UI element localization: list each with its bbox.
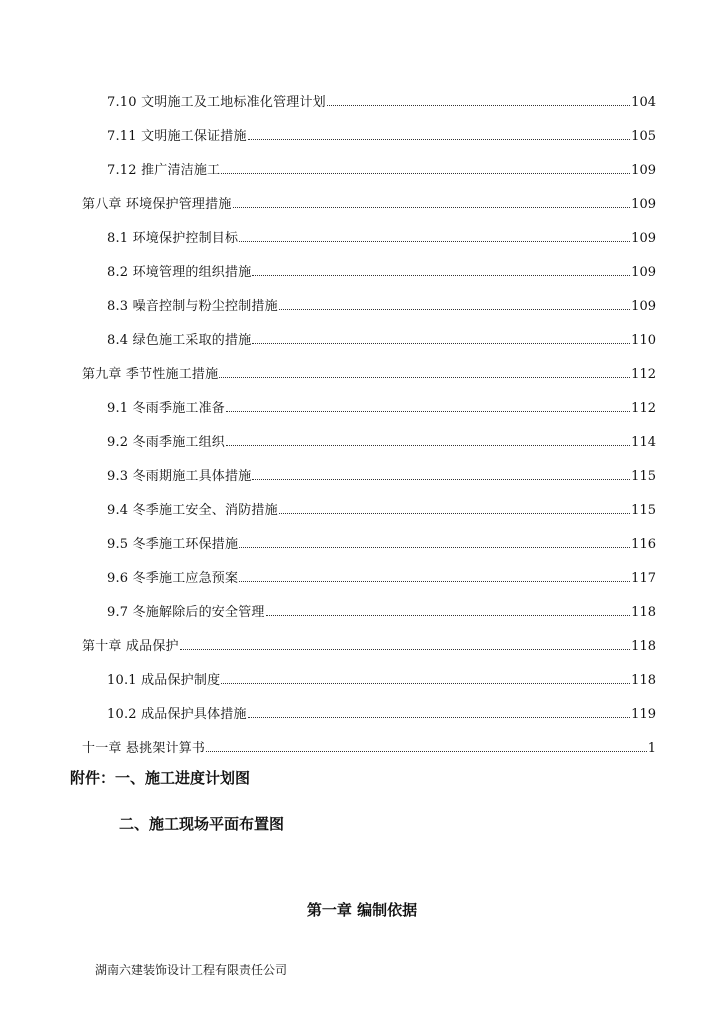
toc-entry-10-2[interactable] <box>107 707 656 723</box>
toc-leader-dots <box>221 172 630 174</box>
toc-entry-page: 109 <box>631 299 656 314</box>
toc-entry-page: 118 <box>631 639 656 654</box>
toc-entry-label: 9.4 冬季施工安全、消防措施 <box>107 503 278 518</box>
toc-entry-9-6[interactable] <box>107 571 656 587</box>
toc-leader-dots <box>248 138 630 140</box>
toc-entry-page: 117 <box>631 571 656 586</box>
toc-leader-dots <box>239 580 630 582</box>
toc-leader-dots <box>221 682 630 684</box>
toc-entry-9-7[interactable] <box>107 605 656 621</box>
page-footer: 湖南六建装饰设计工程有限责任公司 <box>95 963 288 977</box>
toc-leader-dots <box>252 342 630 344</box>
toc-entry-page: 104 <box>631 95 656 110</box>
toc-entry-page: 119 <box>631 707 656 722</box>
appendix-line-2: 二、施工现场平面布置图 <box>119 815 285 833</box>
chapter-title: 第一章 编制依据 <box>306 901 418 919</box>
toc-entry-10-1[interactable] <box>107 673 656 689</box>
toc-leader-dots <box>219 376 630 378</box>
toc-leader-dots <box>327 104 630 106</box>
toc-entry-7-10[interactable] <box>107 95 656 111</box>
toc-entry-label: 第九章 季节性施工措施 <box>82 367 219 382</box>
toc-entry-7-11[interactable] <box>107 129 656 145</box>
toc-leader-dots <box>206 750 647 752</box>
toc-entry-label: 9.1 冬雨季施工准备 <box>107 401 226 416</box>
toc-leader-dots <box>226 444 630 446</box>
toc-leader-dots <box>248 716 630 718</box>
toc-entry-label: 9.5 冬季施工环保措施 <box>107 537 239 552</box>
toc-entry-9-2[interactable] <box>107 435 656 451</box>
toc-entry-page: 114 <box>631 435 656 450</box>
toc-entry-label: 8.2 环境管理的组织措施 <box>107 265 252 280</box>
toc-entry-label: 7.12 推广清洁施工 <box>107 163 221 178</box>
toc-entry-page: 112 <box>631 401 656 416</box>
toc-entry-page: 109 <box>631 163 656 178</box>
toc-entry-label: 9.2 冬雨季施工组织 <box>107 435 226 450</box>
toc-entry-page: 109 <box>631 197 656 212</box>
toc-leader-dots <box>266 614 631 616</box>
toc-entry-8-3[interactable] <box>107 299 656 315</box>
toc-leader-dots <box>239 240 630 242</box>
toc-entry-8-4[interactable] <box>107 333 656 349</box>
toc-entry-8-2[interactable] <box>107 265 656 281</box>
toc-entry-page: 115 <box>631 469 656 484</box>
toc-entry-page: 115 <box>631 503 656 518</box>
toc-leader-dots <box>279 308 630 310</box>
toc-entry-9-4[interactable] <box>107 503 656 519</box>
toc-entry-label: 8.3 噪音控制与粉尘控制措施 <box>107 299 278 314</box>
toc-entry-page: 116 <box>631 537 656 552</box>
toc-entry-page: 109 <box>631 231 656 246</box>
toc-entry-9-5[interactable] <box>107 537 656 553</box>
toc-entry-label: 9.6 冬季施工应急预案 <box>107 571 239 586</box>
toc-leader-dots <box>239 546 630 548</box>
toc-leader-dots <box>252 274 630 276</box>
toc-entry-page: 109 <box>631 265 656 280</box>
toc-entry-page: 118 <box>631 605 656 620</box>
toc-entry-label: 10.1 成品保护制度 <box>107 673 221 688</box>
toc-entry-9-3[interactable] <box>107 469 656 485</box>
toc-entry-label: 7.11 文明施工保证措施 <box>107 129 247 144</box>
toc-leader-dots <box>279 512 630 514</box>
toc-leader-dots <box>252 478 630 480</box>
appendix-line-1: 附件：一、施工进度计划图 <box>70 769 251 787</box>
toc-entry-label: 9.3 冬雨期施工具体措施 <box>107 469 252 484</box>
toc-entry-page: 1 <box>647 741 656 756</box>
toc-entry-7-12[interactable] <box>107 163 656 179</box>
toc-entry-label: 十一章 悬挑架计算书 <box>82 741 206 756</box>
toc-entry-chapter-9[interactable] <box>82 367 656 383</box>
toc-leader-dots <box>226 410 630 412</box>
toc-entry-8-1[interactable] <box>107 231 656 247</box>
toc-entry-label: 8.4 绿色施工采取的措施 <box>107 333 252 348</box>
toc-leader-dots <box>233 206 631 208</box>
toc-entry-label: 第十章 成品保护 <box>82 639 179 654</box>
toc-entry-label: 7.10 文明施工及工地标准化管理计划 <box>107 95 326 110</box>
toc-entry-page: 110 <box>631 333 656 348</box>
toc-entry-9-1[interactable] <box>107 401 656 417</box>
toc-entry-page: 112 <box>631 367 656 382</box>
toc-entry-chapter-10[interactable] <box>82 639 656 655</box>
toc-entry-label: 10.2 成品保护具体措施 <box>107 707 247 722</box>
toc-entry-chapter-8[interactable] <box>82 197 656 213</box>
toc-entry-label: 9.7 冬施解除后的安全管理 <box>107 605 265 620</box>
toc-entry-page: 105 <box>631 129 656 144</box>
toc-leader-dots <box>180 648 630 650</box>
toc-entry-page: 118 <box>631 673 656 688</box>
toc-entry-label: 8.1 环境保护控制目标 <box>107 231 239 246</box>
toc-entry-label: 第八章 环境保护管理措施 <box>82 197 232 212</box>
toc-entry-chapter-11[interactable] <box>82 741 656 757</box>
